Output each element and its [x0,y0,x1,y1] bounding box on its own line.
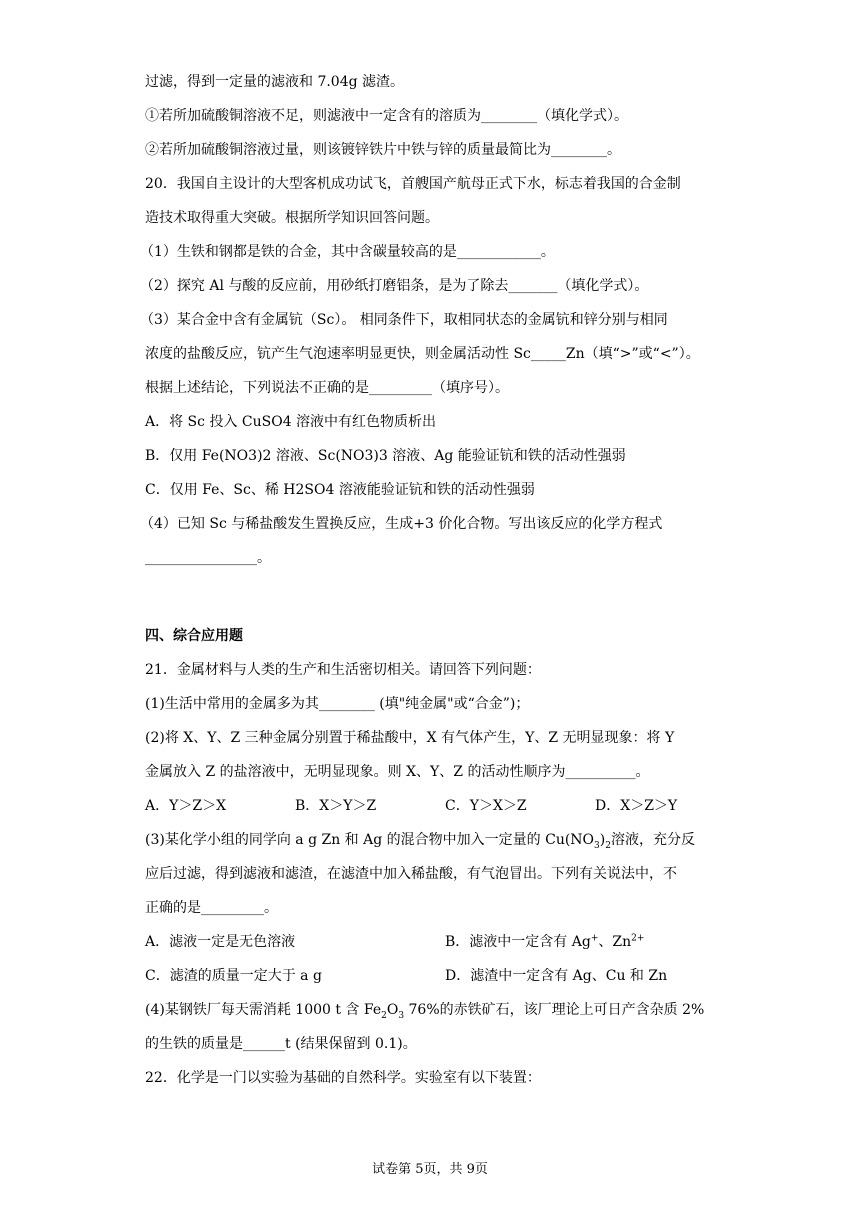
q21-part-2-line-2: 金属放入 Z 的盐溶液中，无明显现象。则 X、Y、Z 的活动性顺序为__________。 [145,764,650,780]
page-footer: 试卷第 5页，共 9页 [372,1162,488,1177]
q21-part-1: (1)生活中常用的金属多为其________ (填"纯金属"或“合金”)； [145,696,530,712]
q20-part-3-line-2: 浓度的盐酸反应，钪产生气泡速率明显更快，则金属活动性 Sc_____Zn（填“>”或“<”）。 [145,346,700,362]
q20-option-c: C．仅用 Fe、Sc、稀 H2SO4 溶液能验证钪和铁的活动性强弱 [145,482,535,498]
q21-p3-option-c: C．滤渣的质量一定大于 a g [145,968,322,984]
q21-p3-option-a: A．滤液一定是无色溶液 [145,934,296,950]
q21-p2-option-b: B．X＞Y＞Z [295,798,377,814]
q20-part-3-line-1: （3）某合金中含有金属钪（Sc）。 相同条件下，取相同状态的金属钪和锌分别与相同 [140,312,668,328]
q20-part-3-line-3: 根据上述结论，下列说法不正确的是_________（填序号）。 [145,380,509,396]
q21-p2-option-c: C．Y＞X＞Z [445,798,527,814]
q21-p3-option-d: D．滤渣中一定含有 Ag、Cu 和 Zn [445,968,668,984]
q21-p3-option-b: B．滤液中一定含有 Ag+、$Zn^{2+}$ [445,933,645,950]
q21-part-3-line-3: 正确的是_________。 [145,900,278,916]
q21-part-4-line-2: 的生铁的质量是______t (结果保留到 0.1)。 [145,1036,417,1052]
q20-option-a: A．将 Sc 投入 CuSO4 溶液中有红色物质析出 [145,414,437,430]
section-heading: 四、综合应用题 [145,628,243,644]
q19-subquestion-2: ②若所加硫酸铜溶液过量，则该镀锌铁片中铁与锌的质量最简比为________。 [145,142,621,158]
q20-option-b: B．仅用 Fe(NO3)2 溶液、Sc(NO3)3 溶液、Ag 能验证钪和铁的活动性强弱 [145,448,626,464]
q20-stem-line-2: 造技术取得重大突破。根据所学知识回答问题。 [145,210,439,226]
q20-part-1: （1）生铁和钢都是铁的合金，其中含碳量较高的是____________。 [140,244,555,260]
q19-subquestion-1: ①若所加硫酸铜溶液不足，则滤液中一定含有的溶质为________（填化学式）。 [145,108,628,124]
q21-part-3-line-2: 应后过滤，得到滤液和滤渣，在滤渣中加入稀盐酸，有气泡冒出。下列有关说法中，不 [145,866,677,882]
q21-p2-option-d: D．X＞Z＞Y [595,798,678,814]
q21-part-2-line-1: (2)将 X、Y、Z 三种金属分别置于稀盐酸中，X 有气体产生，Y、Z 无明显现象：将 Y [145,730,675,746]
q20-stem-line-1: 20．我国自主设计的大型客机成功试飞，首艘国产航母正式下水，标志着我国的合金制 [145,176,681,192]
q22-stem: 22．化学是一门以实验为基础的自然科学。实验室有以下装置： [145,1070,541,1086]
q21-p2-option-a: A．Y＞Z＞X [145,798,227,814]
q21-part-3-line-1: (3)某化学小组的同学向 a g Zn 和 Ag 的混合物中加入一定量的 $Cu(NO_3)_2$溶液，充分反 [145,832,695,851]
q19-continuation-line: 过滤，得到一定量的滤液和 7.04g 滤渣。 [145,74,405,90]
q21-stem: 21．金属材料与人类的生产和生活密切相关。请回答下列问题： [145,662,541,678]
q20-part-4-line-1: （4）已知 Sc 与稀盐酸发生置换反应，生成+3 价化合物。写出该反应的化学方程式 [140,516,663,532]
q20-part-4-line-2: ________________。 [145,550,271,566]
q20-part-2: （2）探究 Al 与酸的反应前，用砂纸打磨铝条，是为了除去_______（填化学式）。 [140,278,649,294]
q21-part-4-line-1: (4)某钢铁厂每天需消耗 1000 t 含 $Fe_2O_3$ 76%的赤铁矿石，该厂理论上可日产含杂质 2% [145,1002,705,1021]
